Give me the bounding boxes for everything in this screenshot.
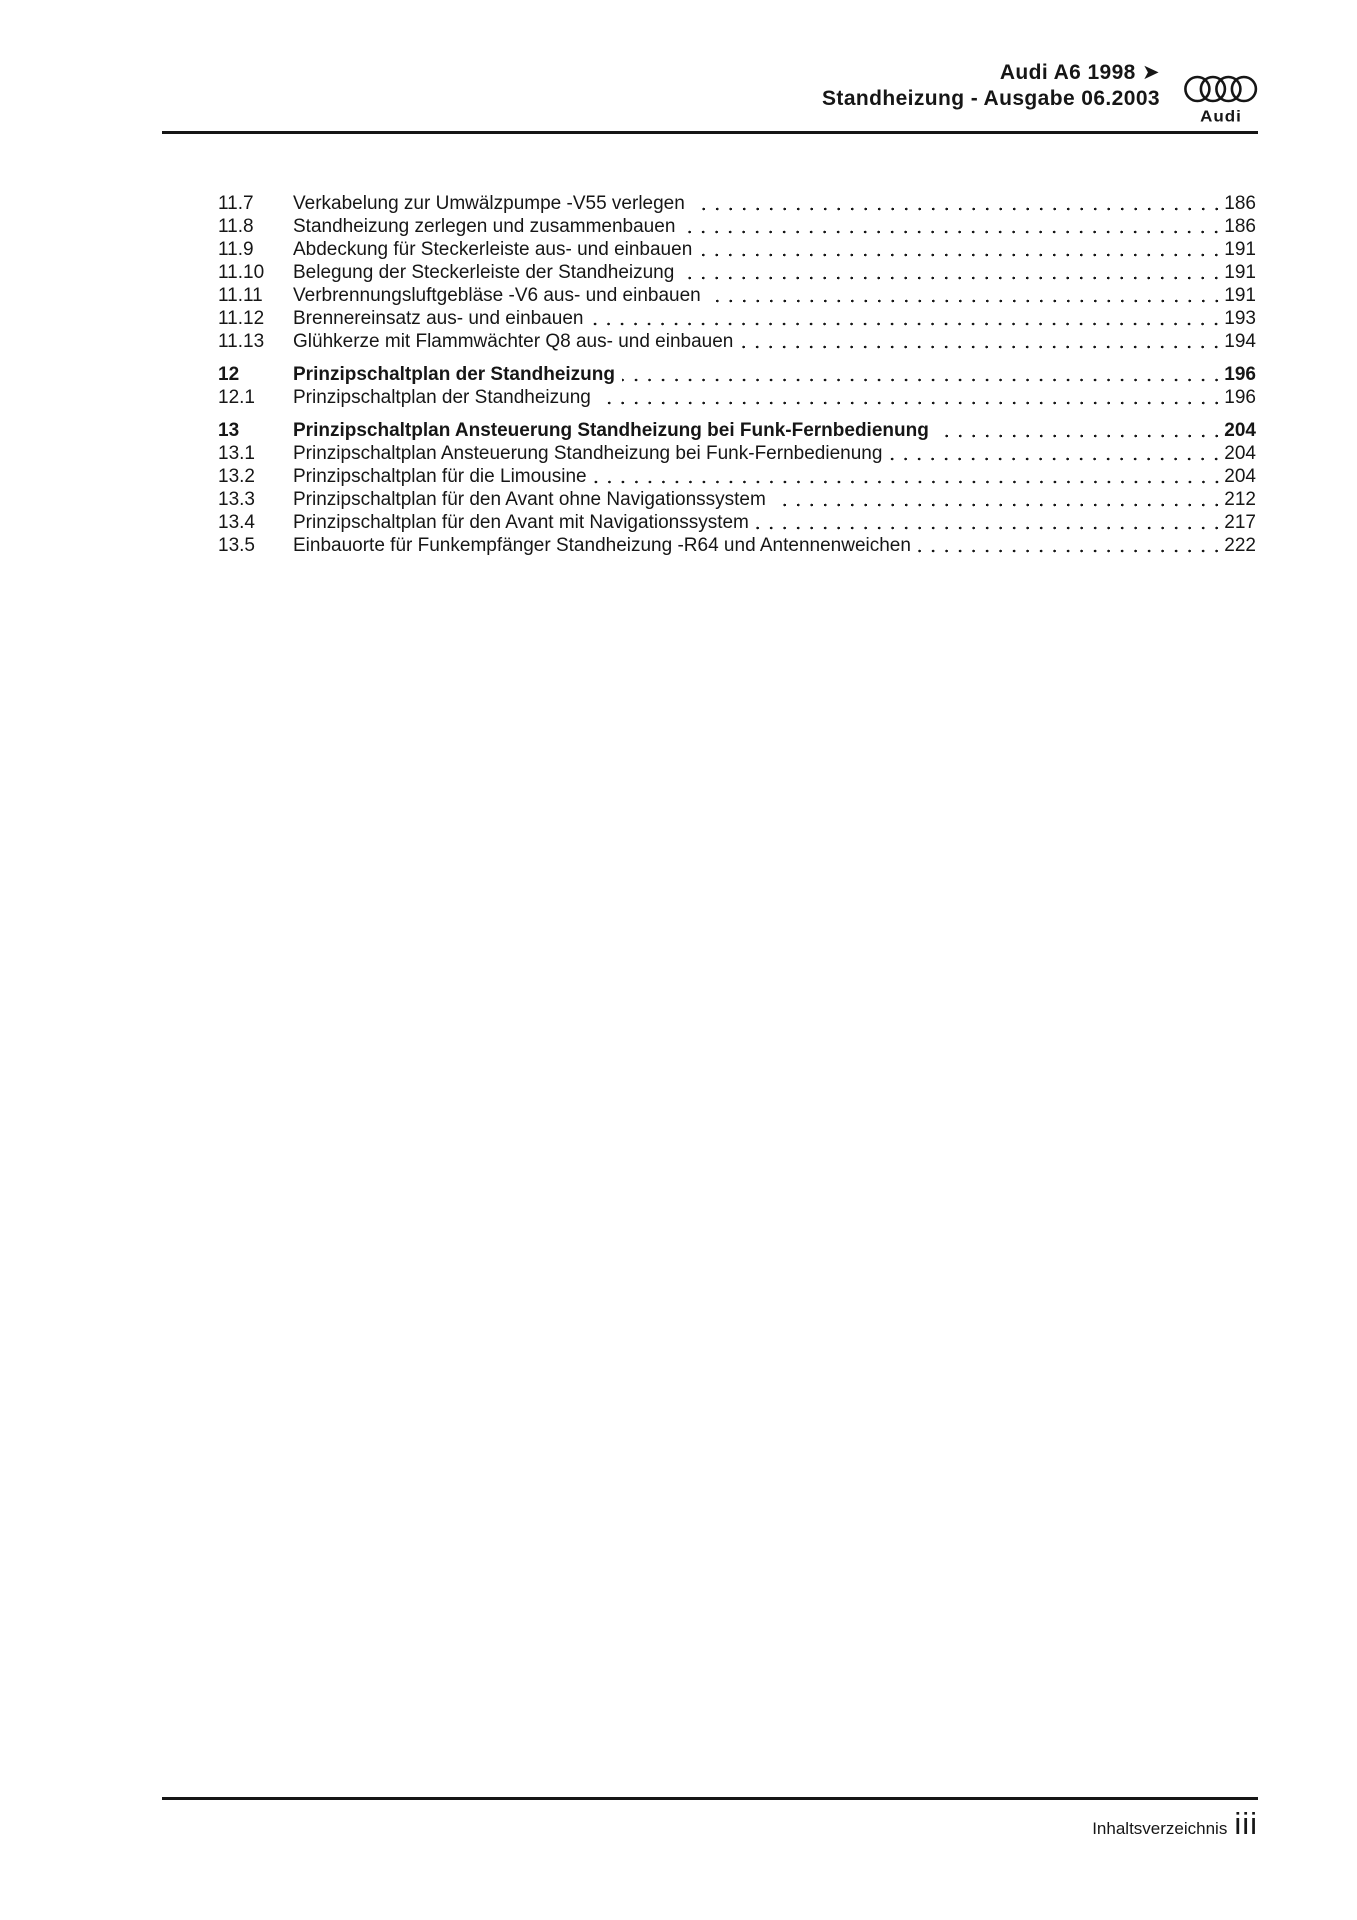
toc-entry-title: Prinzipschaltplan der Standheizung [293,387,591,408]
toc-page-number: 204 [1224,466,1256,487]
page-footer [162,1806,1258,1842]
toc-row [218,284,1256,307]
toc-section-number: 13.4 [218,512,255,533]
toc-section-number: 13.1 [218,443,255,464]
dot-leader [622,378,1223,382]
toc-page-number: 196 [1224,387,1256,408]
toc-row [218,511,1256,534]
header-title-line2: Standheizung - Ausgabe 06.2003 [822,87,1160,110]
dot-leader [918,549,1223,553]
toc-page-number: 212 [1224,489,1256,510]
dot-leader [740,345,1223,349]
toc-entry-title: Verbrennungsluftgebläse -V6 aus- und einbauen [293,285,701,306]
toc-page-number: 191 [1224,285,1256,306]
toc-row [218,465,1256,488]
toc-row [218,215,1256,238]
header-titles [822,60,1160,125]
toc-row [218,442,1256,465]
toc-row [218,534,1256,557]
toc-row [218,261,1256,284]
toc-page-number: 191 [1224,239,1256,260]
dot-leader [682,230,1223,234]
toc-row [218,386,1256,409]
toc-page-number: 186 [1224,216,1256,237]
toc-section-number: 11.11 [218,285,263,306]
footer-divider [162,1797,1258,1800]
footer-label: Inhaltsverzeichnis [1092,1819,1228,1838]
toc-row [218,192,1256,215]
toc-group [218,192,1256,353]
dot-leader [708,299,1224,303]
footer-page-number: iii [1234,1806,1258,1841]
toc-entry-title: Prinzipschaltplan für den Avant mit Navigationssystem [293,512,749,533]
table-of-contents [218,192,1256,557]
toc-section-number: 13.5 [218,535,255,556]
toc-entry-title: Verkabelung zur Umwälzpumpe -V55 verlegen [293,193,685,214]
toc-section-number: 11.8 [218,216,254,237]
toc-section-number: 13.3 [218,489,255,510]
dot-leader [889,457,1223,461]
toc-page-number: 191 [1224,262,1256,283]
audi-logo [1184,75,1258,125]
dot-leader [936,434,1223,438]
toc-entry-title: Prinzipschaltplan für den Avant ohne Navigationssystem [293,489,766,510]
toc-row [218,330,1256,353]
toc-page-number: 196 [1224,364,1256,385]
toc-section-number: 13.2 [218,466,255,487]
dot-leader [681,276,1223,280]
toc-page-number: 194 [1224,331,1256,352]
toc-row [218,419,1256,442]
toc-page-number: 204 [1224,443,1256,464]
dot-leader [598,401,1223,405]
toc-section-number: 11.7 [218,193,254,214]
toc-section-number: 11.9 [218,239,254,260]
toc-page-number: 222 [1224,535,1256,556]
dot-leader [756,526,1223,530]
audi-rings-icon [1184,75,1258,103]
toc-section-number: 12.1 [218,387,255,408]
page-header [162,60,1258,125]
toc-section-number: 12 [218,364,240,385]
toc-entry-title: Prinzipschaltplan Ansteuerung Standheizung bei Funk-Fernbedienung [293,420,929,441]
toc-section-number: 11.10 [218,262,265,283]
toc-row [218,363,1256,386]
toc-group [218,419,1256,557]
toc-page-number: 186 [1224,193,1256,214]
header-divider [162,131,1258,134]
dot-leader [699,253,1223,257]
toc-row [218,238,1256,261]
audi-wordmark: Audi [1200,107,1242,126]
toc-entry-title: Brennereinsatz aus- und einbauen [293,308,584,329]
toc-section-number: 13 [218,420,240,441]
header-title-line1: Audi A6 1998 ➤ [999,61,1160,84]
toc-entry-title: Prinzipschaltplan der Standheizung [293,364,615,385]
toc-row [218,488,1256,511]
dot-leader [590,322,1223,326]
toc-group [218,363,1256,409]
toc-section-number: 11.13 [218,331,265,352]
toc-row [218,307,1256,330]
dot-leader [773,503,1223,507]
toc-page-number: 204 [1224,420,1256,441]
toc-entry-title: Belegung der Steckerleiste der Standheizung [293,262,675,283]
toc-page-number: 217 [1224,512,1256,533]
toc-entry-title: Glühkerze mit Flammwächter Q8 aus- und einbauen [293,331,734,352]
dot-leader [692,207,1223,211]
toc-entry-title: Standheizung zerlegen und zusammenbauen [293,216,676,237]
dot-leader [594,480,1224,484]
toc-entry-title: Prinzipschaltplan Ansteuerung Standheizung bei Funk-Fernbedienung [293,443,883,464]
toc-section-number: 11.12 [218,308,265,329]
toc-entry-title: Abdeckung für Steckerleiste aus- und einbauen [293,239,693,260]
toc-entry-title: Einbauorte für Funkempfänger Standheizung -R64 und Antennenweichen [293,535,911,556]
toc-entry-title: Prinzipschaltplan für die Limousine [293,466,587,487]
toc-page-number: 193 [1224,308,1256,329]
